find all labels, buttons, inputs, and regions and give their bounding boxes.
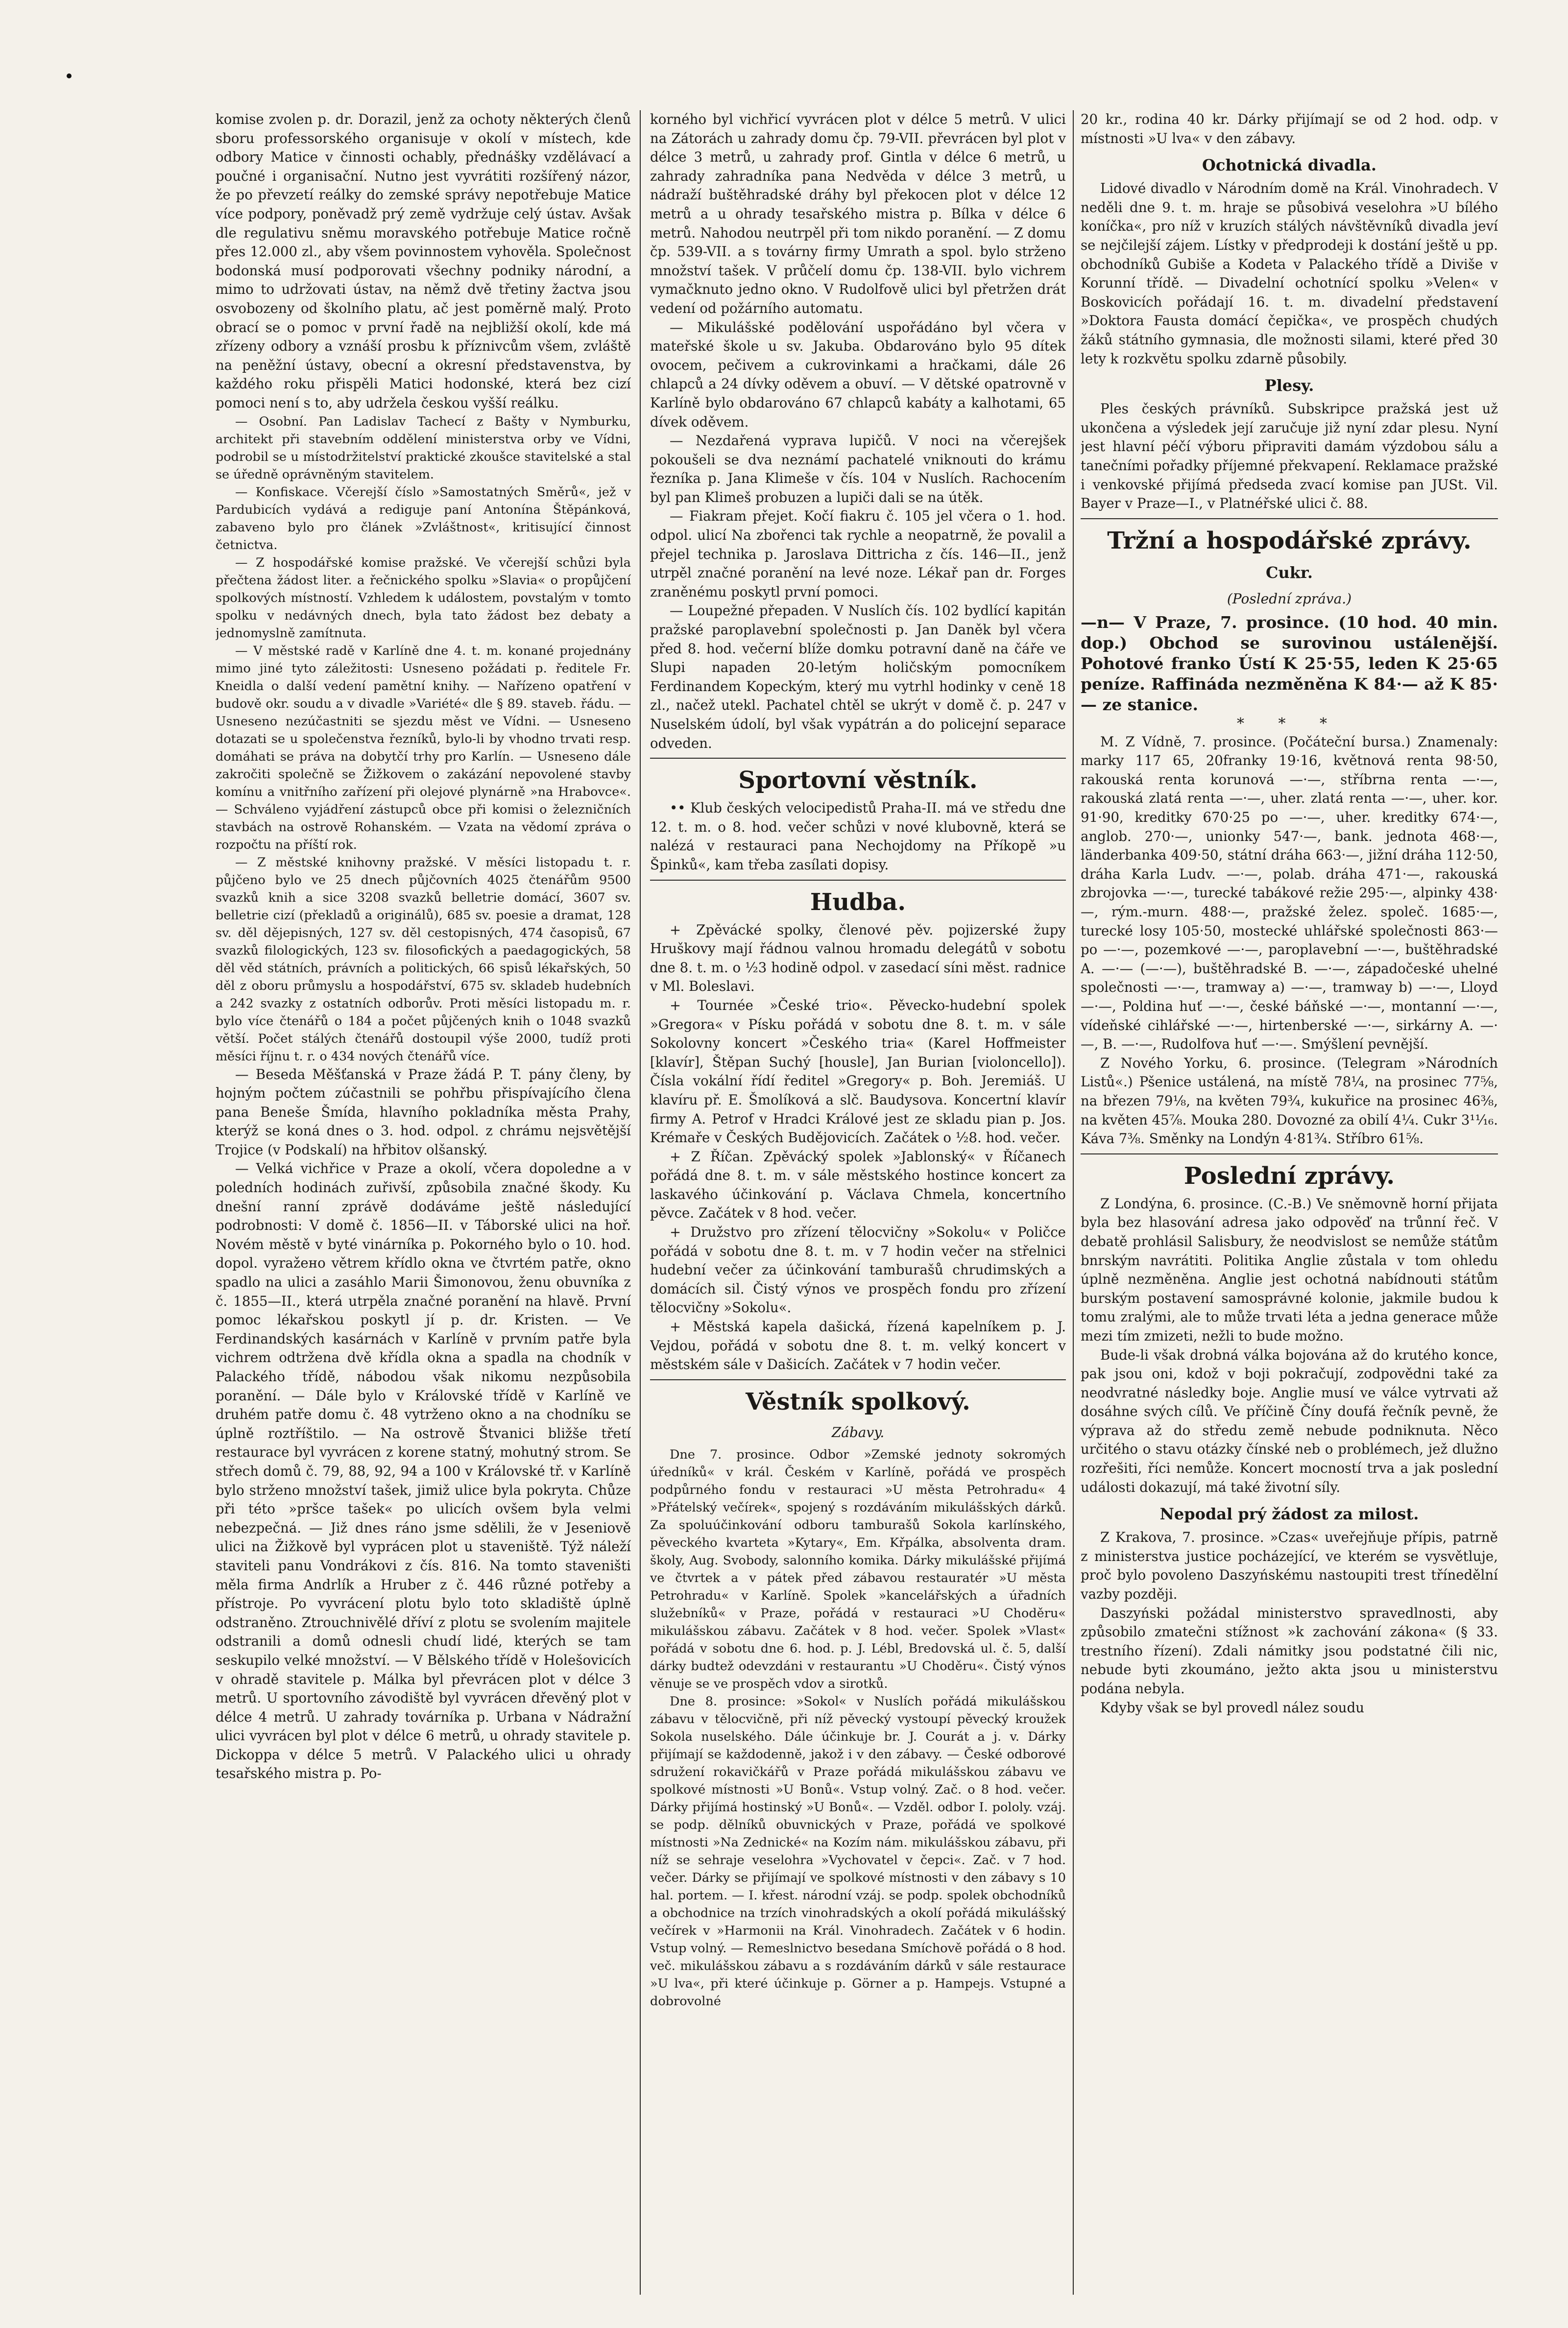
article-theatre: Lidové divadlo v Národním domě na Král. Vinohradech. V neděli dne 9. t. m. hraje se působivá veselohra »U bílého koníčka«, pro níž v kruzích stálých návštěvníků divadla jeví se nejčilejší zájem. Lístky v předprodeji k dostání ještě u pp. obchodníků Gubiše a Kodeta v Palackého třídě a Diviše v Korunní třídě. — Divadelní ochotnící spolku »Velen« v Boskovicích pořádají 16. t. m. divadelní představení »Doktora Fausta domácí čepička«, ve prospěch chudých žáků státního gymnasia, dle možnosti silami, které před 30 lety k rozkvětu spolku zdarně působily. [1081,180,1498,367]
section-title-market: Tržní a hospodářské zprávy. [1107,527,1472,554]
article-sport: •• Klub českých velocipedistů Praha-II. má ve středu dne 12. t. m. o 8. hod. večer schůzi v nové klubovně, která se nalézá v restauraci pana Nechojdomy na Příkopě »u Špinků«, kam třeba zasílati dopisy. [650,800,1066,873]
article-mestska-knihovna: — Z městské knihovny pražské. V měsíci listopadu t. r. půjčeno bylo ve 25 dnech půjčovních 4025 čtenářům 9500 svazků knih a sice 3208 svazků belletrie domácí, 3607 sv. belletrie cizí (překladů a originálů), 685 sv. poesie a dramat, 128 sv. děl dějepisných, 127 sv. děl cestopisných, 474 časopisů, 67 svazků filologických, 123 sv. filosofických a paedagogických, 58 děl věd státních, právních a politických, 66 spisů lékařských, 50 děl z oboru průmyslu a hospodářství, 675 sv. skladeb hudebních a 242 svazky z ostatních odborův. Proti měsíci listopadu m. r. bylo více čtenářů o 184 a počet půjčených knih o 1048 svazků větší. Počet stálých čtenářů dostoupil výše 2000, tudíž proti měsíci říjnu t. r. o 434 nových čtenářů více. [216,855,631,1064]
market-note: (Poslední zpráva.) [1227,590,1352,607]
section-title-news: Poslední zprávy. [1183,1162,1395,1190]
section-title-music: Hudba. [810,888,906,916]
section-divider [650,1379,1066,1380]
article-loupezne-prepadeni: — Loupežné přepaden. V Nuslích čís. 102 bydlící kapitán pražské paroplavební společnosti p. Jan Daněk byl včera před 8. hod. večerní blíže domku potravní daně na čáře ve Slupi napaden 20-letým holičským pomocníkem Ferdinandem Kopeckým, který mu vytrhl hodinky v ceně 18 zl., načež utekl. Pachatel chtěl se ukrýt v domě č. p. 247 v Nuselském údolí, byl však vypátrán a do policejní separace odveden. [650,602,1066,751]
stars-divider: * * * [1236,715,1342,732]
article-mikulasske: — Mikulášské podělování uspořádáno byl včera v mateřské škole u sv. Jakuba. Obdarováno bylo 95 dítek ovocem, pečivem a cukrovinkami a hračkami, dále 26 chlapců a 24 dívky oděvem a obuví. — V dětské opatrovně v Karlíně bylo obdarováno 67 chlapců kabáty a kalhotami, 65 dívek oděvem. [650,319,1066,430]
article-osobni: — Osobní. Pan Ladislav Tachecí z Bašty v Nymburku, architekt při stavebním oddělení ministerstva orby ve Vídni, podrobil se u místodržitelství praktické zkoušce stavitelské a stal se úředně oprávněným stavitelem. [216,414,631,482]
article-spolky-item: Dne 8. prosince: »Sokol« v Nuslích pořádá mikulášskou zábavu v tělocvičně, při níž pěvecký vystoupí pěvecký kroužek Sokola nuselského. Dále účinkuje br. J. Courát a j. v. Dárky přijímají se každodenně, jakož i v den zábavy. — České odborové sdružení rokavičkářů v Praze pořádá mikulášskou zábavu ve spolkové místnosti »U Bonů«. Vstup volný. Zač. o 8 hod. večer. Dárky přijímá hostinský »U Bonů«. — Vzděl. odbor I. pololy. vzáj. se podp. dělníků obuvnických v Praze, pořádá ve spolkové místnosti »Na Zednické« na Kozím nám. mikulášskou zábavu, při níž se sehraje veselohra »Vychovatel v čepci«. Zač. v 7 hod. večer. Dárky se přijímají ve spolkové místnosti v den zábavy s 10 hal. portem. — I. křest. národní vzáj. se podp. spolek obchodníků a obchodnice na trzích vinohradských a okolí pořádá mikulášský večírek v »Harmonii na Král. Vinohradech. Začátek v 6 hodin. Vstup volný. — Remeslnictvo besedanа Smíchově pořádá o 8 hod. več. mikulášskou zábavu a s rozdáváním dárků v sále restaurace »U lva«, při které účinkuje p. Görner a p. Hampejs. Vstupné a dobrovolné [650,1694,1066,2009]
article-mestska-rada-karlin: — V městské radě v Karlíně dne 4. t. m. konané projednány mimo jiné tyto záležitosti: Usneseno požádati p. ředitele Fr. Kneidla o další vedení pamětní knihy. — Nařízeno opatření v budově okr. soudu a v divadle »Variété« dle § 89. staveb. řádu. — Usneseno nezúčastniti se sjezdu měst ve Vídni. — Usneseno dotazati se u společenstva řezníků, bylo-li by vhodno trvati resp. domáhati se práva na dobytčí trhy pro Karlín. — Usneseno dále zakročiti společně se Žižkovem o zakázání nepovolené stavby komínu a vnitřního zařízení při olejové plynárně »na Hrabovce«. — Schváleno vyjádření zástupců obce při komisi o železničních stavbách na ostrově Rohanském. — Vzata na vědomí zpráva o rozpočtu na příští rok. [216,643,631,852]
news-krakow-end: Kdyby však se byl provedl nález soudu [1100,1699,1365,1716]
section-subtitle-zabavy: Zábavy. [831,1424,885,1440]
news-london: Z Londýna, 6. prosince. (C.-B.) Ve sněmovně horní přijata byla bez hlasování adresa jako odpověď na trůnní řeč. V debatě prohlásil Salisbury, že neodvislost se nemůže státům bnrským navrátiti. Politika Anglie zůstala v tom ohledu úplně nezměněna. Anglie jest ochotná nabídnouti státům burským postavení samosprávné kolonie, jakmile budou k tomu zralými, ale to může trvati léta a jedna generace může mezi tím zmizeti, nežli to bude možno. [1081,1195,1498,1344]
article-konfiskace: — Konfiskace. Včerejší číslo »Samostatných Směrů«, jež v Pardubicích vydává a rediguje paní Antonína Štěpánková, zabaveno bylo pro článek »Zvláštnost«, kritisující činnost četnictva. [216,484,631,552]
page-dot [67,73,72,78]
news-krakow-cont: Daszyński požádal ministerstvo spravedlnosti, aby způsobilo zmatečni stížnost »k zachování zákona« (§ 33. trestního řízení). Zdali námitky jsou podstatné čili nic, nebude byti zkoumáno, ježto akta jsou u ministerstvu podána nebyla. [1081,1605,1498,1697]
article-velka-vichrice: — Velká vichřice v Praze a okolí, včera dopoledne a v poledních hodinách zuřivší, způsobila značné škody. Ku dnešní ranní zprávě dodáváme ještě následující podrobnosti: V domě č. 1856—II. v Táborské ulici na hoř. Novém městě v byté vinárníka p. Pokorného bylo o 10. hod. dopol. vyražено větrem křídlo okna ve čtvrtém patře, okno spadlo na ulici a zasáhlo Marii Šimonovou, ženu obuvníka z č. 1855—II., která utrpěla značné poranění na hlavě. První pomoc lékařskou poskytl jí p. dr. Kristen. — Ve Ferdinandských kasárnách v Karlíně v prvním patře byla vichrem odtržena dvě křídla okna a spadla na chodník v Palackého třídě, nábodou však nikomu nezpůsobila poranění. — Dále bylo v Královské třídě v Karlíně ve druhém patře domu č. 48 vytrženo okno a na chodníku se úplně roztříštilo. — Na ostrově Štvanici bližše třetí restaurace byl vyvrácen z korene statný, mohutný strom. Se střech domů č. 79, 88, 92, 94 a 100 v Královské tř. v Karlíně bylo strženo množství tašek, jimiž ulice byla pokryta. Chůze při této »pršce tašek« po ulicích ovšem byla velmi nebezpečná. — Již dnes ráno jsme sdělili, že v Jeseniově ulici na Žižkově byl vyprácen plot u staveniště. Týž náleží staviteli panu Vondrákovi z čís. 816. Na tomto staveništi měla firma Andrlík a Hruber z č. 446 různé potřeby a přístroje. Po vyvrácení plotu bylo toto skladiště úplně odstraněno. Ztrouchnivělé dříví z plotu se svolením majitele odstranili a domů odnesli chudí lidé, kterých se tam seskupilo velké množství. — V Bělského třídě v Holešovicích v ohradě stavitele p. Málka byl převrácen plot v délce 3 metrů. U sportovního závodiště byl vyvrácen dřevěný plot v délce 4 metrů. U zahrady továrníka p. Urbana v Nádražní ulici vyvrácen byl plot v délce 6 metrů, u ohrady stavitele p. Dickoppa v délce 5 metrů. V Palackého ulici u ohrady tesařského mistra p. Po- [216,1160,631,1782]
article-nezdarena-vyprava: — Nezdařená vyprava lupičů. V noci na včerejšek pokoušeli se dva neznámí pachatelé vniknouti do krámu řezníka p. Jana Klimeše v čís. 104 v Nuslích. Rachocením byl pan Klimeš probuzen a lupiči dali se na útěk. [650,432,1066,505]
section-divider [1081,518,1498,519]
news-subtitle-milost: Nepodal prý žádost za milost. [1159,1505,1419,1524]
article-music-item: + Zpěvácké spolky, členové pěv. pojizerské župy Hruškovy mají řádnou valnou hromadu delegátů v sobotu dne 8. t. m. o ½3 hodině odpol. v zasedací síni měst. radnice v Ml. Boleslavi. [650,921,1066,995]
article-matice: komise zvolen p. dr. Dorazil, jenž za ochoty některých členů sboru professorského organisuje v okolí v místech, kde odbory Matice v činnosti ochably, přednášky vzdělávací a poučné i organisační. Nutno jest vyvrátiti rozšířený názor, že po převzetí reálky do zemské správy nepotřebuje Matice více podpory, poněvadž prý země vydržuje celý ústav. Avšak dle regulativu sněmu moravského potřebuje Matice ročně přes 12.000 zl., aby všem povinnostem vyhověla. Společnost bodonská musí podporovati všechny podniky národní, a mimo to udržovati ústav, na němž dvě třetiny žactva jsou osvobozeny od školního platu, ač jest poměrně malý. Proto obrací se o pomoc v první řadě na nejbližší okolí, kde má zřízeny odbory a vznáší prosbu k příznivcům všem, zvláště na peněžní ústavy, obecní a okresní představenstva, by každého roku přispěli Matici hodonské, která bez cizí pomoci není s to, aby udržela českou vyšší reálku. [216,111,631,411]
news-krakow: Z Krakova, 7. prosince. »Czas« uveřejňuje přípis, patrně z ministerstva justice pocházející, ve kterém se vysvětluje, proč bylo povoleno Daszyńskému nastoupiti trest třínedělní vazby později. [1081,1529,1498,1603]
article-beseda-mestanska: — Beseda Měšťanská v Praze žádá P. T. pány členy, by hojným počtem zúčastnili se pohřbu přispívajícího člena pana Beneše Šmída, hlavního pokladníka města Prahy, kterýž se koná dnes o 3. hod. odpol. z chrámu nejsvětější Trojice (v Podskalí) na hřbitov olšanský. [216,1066,631,1158]
market-subtitle-cukr: Cukr. [1266,563,1313,582]
section-title-theatre: Ochotnická divadla. [1202,156,1376,175]
market-newyork: Z Nového Yorku, 6. prosince. (Telegram »Národních Listů«.) Pšenice ustálená, na místě 78¼, na prosinec 77⅝, na březen 79⅛, na květen 79¾, kukuřice na prosinec 46⅜, na květen 45⅞. Mouka 280. Dovozné za obilí 4¼. Cukr 3¹¹⁄₁₆. Káva 7⅜. Směnky na Londýn 4·81¾. Stříbro 61⅝. [1081,1055,1498,1147]
column-rule [640,110,641,2295]
market-prague: —n— V Praze, 7. prosince. (10 hod. 40 min. dop.) Obchod se surovinou ustálenější. Pohotové franko Ústí K 25·55, leden K 25·65 peníze. Raffináda nezměněna K 84·— až K 85·— ze stanice. [1081,612,1498,714]
column-2 [650,110,1066,2295]
article-music-item: + Družstvo pro zřízení tělocvičny »Sokolu« v Poličce pořádá v sobotu dne 8. t. m. v 7 hodin večer na střelnici hudební večer za účinkování tamburašů chrudimských a domácích sil. Čistý výnos ve prospěch fondu pro zřízení tělocvičny »Sokolu«. [650,1224,1066,1316]
article-music-item: + Městská kapela dašická, řízená kapelníkem p. J. Vejdou, pořádá v sobotu dne 8. t. m. velký koncert v městském sále v Dašicích. Začátek v 7 hodin večer. [650,1319,1066,1373]
section-title-spolky: Věstník spolkový. [746,1388,970,1416]
article-spolky-cont: 20 kr., rodina 40 kr. Dárky přijímají se od 2 hod. odp. v místnosti »U lva« v den zábavy. [1081,111,1498,146]
article-music-item: + Z Říčan. Zpěvácký spolek »Jablonský« v Říčanech pořádá dne 8. t. m. v sále městského hostince koncert za laskavého účinkování p. Václava Chmela, koncertního pěvce. Začátek v 8 hod. večer. [650,1148,1066,1222]
section-title-sport: Sportovní věstník. [738,767,978,794]
article-music-item: + Tournée »České trio«. Pěvecko-hudební spolek »Gregora« v Písku pořádá v sobotu dne 8. t. m. v sále Sokolovny koncert »Českého tria« (Karel Hoffmeister [klavír], Štěpan Suchý [housle], Jan Burian [violoncello]). Čísla vokální řídí ředitel »Gregory« p. Boh. Jeremiáš. U klavíru př. E. Šmolíková a slč. Baudysova. Koncertní klavír firmy A. Petrof v Hradci Králové jest ze skladu pian p. Jos. Krémaře v Českých Budějovicích. Začátek o ½8. hod. večer. [650,997,1066,1146]
column-rule [1073,110,1074,2295]
article-hospodarska-komise: — Z hospodářské komise pražské. Ve včerejší schůzi byla přečtena žádost liter. a řečnického spolku »Slavia« o propůjčení spolkových místností. Vzhledem k událostem, povstalým v tomto spolku v nedávných dnech, byla tato žádost bez debaty a jednomyslně zamítnuta. [216,555,631,641]
article-plesy: Ples českých právníků. Subskripce pražská jest už ukončena a výsledek její zaručuje již nyní zdar plesu. Nyní jest hlavní péčí výboru připraviti damám výzdobou sálu a tanečními pořadky příjemné překvapení. Reklamace pražské i venkovské přijímá předseda zvací komise pan JUSt. Vil. Bayer v Praze—I., v Platnéřské ulici č. 88. [1081,401,1498,512]
section-title-plesy: Plesy. [1264,376,1314,395]
article-vichrice-cont: korného byl vichřicí vyvrácen plot v délce 5 metrů. V ulici na Zátorách u zahrady domu čp. 79-VII. převrácen byl plot v délce 3 metrů, u zahrady prof. Gintla v délce 6 metrů, u zahrady zahradníka pana Nedvěda v délce 3 metrů, u nádraží buštěhradské dráhy byl překocen plot v délce 12 metrů a u ohrady tesařského mistra p. Bílka v délce 6 metrů. Nahodou neutrpěl při tom nikdo poranění. — Z domu čp. 539-VII. a s továrny firmy Umrath a spol. bylo strženo množství tašek. V průčelí domu čp. 138-VII. bylo vichrem vymačknuto jedno okno. V Rudolfově ulici byl přetržen drát vedení od požárního automatu. [650,111,1066,316]
section-divider [650,758,1066,759]
section-divider [1081,1153,1498,1154]
article-spolky-item: Dne 7. prosince. Odbor »Zemské jednoty sokromých úředníků« v král. Českém v Karlíně, pořádá ve prospěch podpůrného fondu v restauraci »U města Petrohradu« 4 »Přátelský večírek«, spojený s rozdáváním mikulášských dárků. Za spoluúčinkování odboru tamburašů Sokola karlínského, pěveckého kvarteta »Kytary«, Em. Křpálka, absolventa dram. školy, Aug. Svobody, salonního komika. Dárky mikulášské přijímá ve čtvrtek a v pátek před zábavou restauratér »U města Petrohradu« v Karlíně. Spolek »kancelářských a úřadních služebníků« v Praze, pořádá v restauraci »U Choděru« mikulášskou zábavu. Začátek v 8 hod. večer. Spolek »Vlast« pořádá v sobotu dne 6. hod. p. J. Lébl, Bredovská ul. č. 5, další dárky budtež odevzdáni v restaurantu »U Choděru«. Čistý výnos věnuje se ve prospěch vdov a sirotků. [650,1447,1066,1691]
column-1 [216,110,631,2295]
section-divider [650,880,1066,881]
article-fiakrem-prejet: — Fiakram přejet. Kočí fiakru č. 105 jel včera o 1. hod. odpol. ulicí Na zbořenci tak rychle a neopatrně, že povalil a přejel technika p. Jaroslava Dittricha z čís. 146—II., jenž utrpěl značné poranění na levé noze. Lékař pan dr. Forges zraněnému poskytl první pomoci. [650,508,1066,600]
news-london-cont: Bude-li však drobná válka bojována až do krutého konce, pak jsou oni, kdož v boji pokračují, zodpovědni také za neodvratné následky boje. Anglie musí ve válce vytrvati až dosáhne svých cílů. Ve příčině Číny doufá řečník pevně, že výprava až do středu země nebude podniknuta. Něco určitého o stavu otázky čínské neb o problémech, jež dlužno rozřešiti, říci nemůže. Koncert mocností trva a jak poslední události dokazují, má také životní síly. [1081,1346,1498,1495]
market-vienna: M. Z Vídně, 7. prosince. (Počáteční bursa.) Znamenaly: marky 117 65, 20franky 19·16, květnová renta 98·50, rakouská renta korunová —·—, stříbrna renta —·—, rakouská zlatá renta —·—, uher. zlatá renta —·—, uher. kor. 91·90, kreditky 670·25 po —·—, uher. kreditky 674·—, anglob. 270·—, unionky 547·—, bank. jednota 468·—, länderbanka 409·50, státní dráha 663·—, jižní dráha 112·50, dráha Karla Ludv. —·—, polab. dráha 471·—, rakouská zbrojovka —·—, turecké tabákové režie 295·—, alpinky 438·—, rým.-murn. 488·—, pražské želez. společ. 1685·—, turecké losy 105·50, mostecké uhlářské společnosti 863·— po —·—, pozemkové —·—, paroplavební —·—, buštěhradské A. —·— (—·—), buštěhradské B. —·—, západočeské uhelné společnosti —·—, tramway a) —·—, tramway b) —·—, Lloyd —·—, Poldina huť —·—, české báňské —·—, montanní —·—, vídeňské cihlářské —·—, hirtenberské —·—, sirkárny A. —·—, B. —·—, Rudolfova huť —·—. Smýšlení pevnější. [1081,733,1498,1053]
column-3 [1081,110,1498,2295]
